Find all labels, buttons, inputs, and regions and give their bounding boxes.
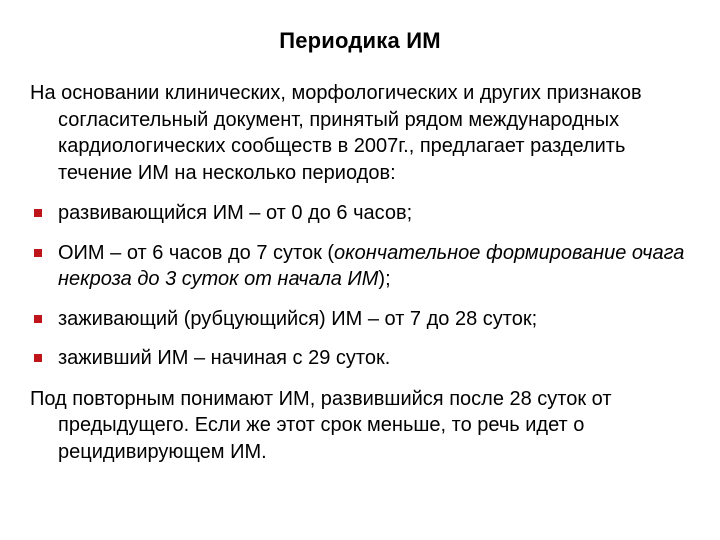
bullet-item-healing xyxy=(30,306,700,333)
bullet-item-acute xyxy=(30,240,700,293)
bullet-text: заживающий (рубцующийся) ИМ – от 7 до 28 суток; xyxy=(58,307,538,330)
bullet-text-pre: ОИМ – от 6 часов до 7 суток ( xyxy=(58,241,335,264)
slide-title: Периодика ИМ xyxy=(279,28,441,53)
bullet-item-developing xyxy=(30,200,700,227)
bullet-text-post: ); xyxy=(378,268,391,290)
intro-paragraph: На основании клинических, морфологических и других признаков согласительный документ, принятый рядом международных кардиологических сообществ в 2007г., предлагает разделить течение ИМ на несколько периодов: xyxy=(30,82,642,184)
square-bullet-icon xyxy=(34,354,42,362)
square-bullet-icon xyxy=(34,209,42,217)
bullet-text: заживший ИМ – начиная с 29 суток. xyxy=(58,347,391,369)
outro-paragraph: Под повторным понимают ИМ, развившийся после 28 суток от предыдущего. Если же этот срок меньше, то речь идет о рецидивирующем ИМ. xyxy=(30,387,612,463)
bullet-text: развивающийся ИМ – от 0 до 6 часов; xyxy=(58,202,413,224)
bullet-item-healed xyxy=(30,345,700,372)
bullet-text-italic: окончательное формирование очага некроза до 3 суток от начала ИМ xyxy=(58,241,685,290)
slide-body xyxy=(30,80,700,479)
square-bullet-icon xyxy=(34,315,42,323)
square-bullet-icon xyxy=(34,249,42,257)
